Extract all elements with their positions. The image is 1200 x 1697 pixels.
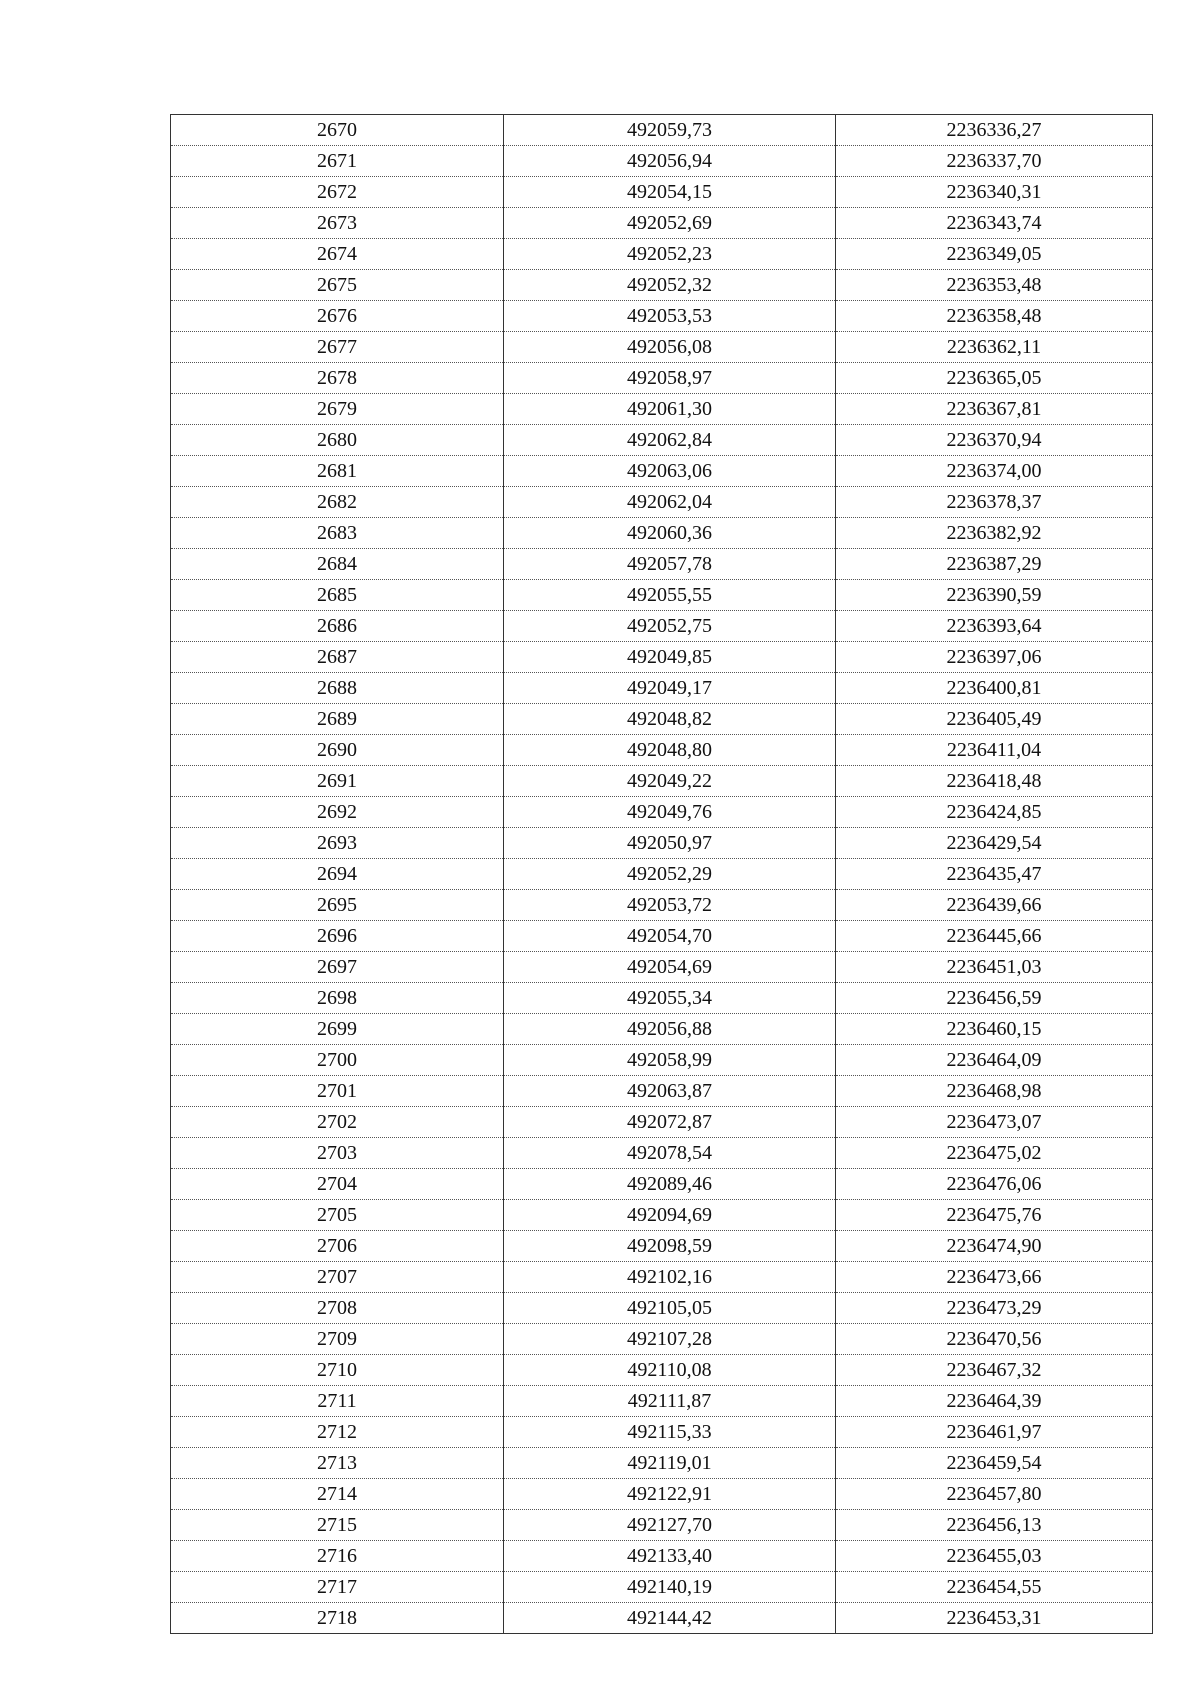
x-coordinate-cell: 492122,91 — [504, 1479, 836, 1510]
x-coordinate-cell: 492049,85 — [504, 642, 836, 673]
y-coordinate-cell: 2236370,94 — [836, 425, 1153, 456]
point-number-cell: 2709 — [171, 1324, 504, 1355]
point-number-cell: 2692 — [171, 797, 504, 828]
y-coordinate-cell: 2236454,55 — [836, 1572, 1153, 1603]
point-number-cell: 2699 — [171, 1014, 504, 1045]
y-coordinate-cell: 2236358,48 — [836, 301, 1153, 332]
x-coordinate-cell: 492060,36 — [504, 518, 836, 549]
x-coordinate-cell: 492056,88 — [504, 1014, 836, 1045]
table-row — [171, 1324, 1153, 1355]
y-coordinate-cell: 2236470,56 — [836, 1324, 1153, 1355]
table-row — [171, 1355, 1153, 1386]
x-coordinate-cell: 492133,40 — [504, 1541, 836, 1572]
y-coordinate-cell: 2236473,07 — [836, 1107, 1153, 1138]
table-row — [171, 518, 1153, 549]
x-coordinate-cell: 492094,69 — [504, 1200, 836, 1231]
point-number-cell: 2711 — [171, 1386, 504, 1417]
y-coordinate-cell: 2236474,90 — [836, 1231, 1153, 1262]
table-row — [171, 766, 1153, 797]
x-coordinate-cell: 492055,34 — [504, 983, 836, 1014]
point-number-cell: 2686 — [171, 611, 504, 642]
y-coordinate-cell: 2236453,31 — [836, 1603, 1153, 1634]
table-row — [171, 828, 1153, 859]
x-coordinate-cell: 492052,32 — [504, 270, 836, 301]
table-row — [171, 859, 1153, 890]
y-coordinate-cell: 2236367,81 — [836, 394, 1153, 425]
point-number-cell: 2715 — [171, 1510, 504, 1541]
x-coordinate-cell: 492056,94 — [504, 146, 836, 177]
point-number-cell: 2710 — [171, 1355, 504, 1386]
y-coordinate-cell: 2236340,31 — [836, 177, 1153, 208]
point-number-cell: 2696 — [171, 921, 504, 952]
y-coordinate-cell: 2236418,48 — [836, 766, 1153, 797]
table-row — [171, 1448, 1153, 1479]
x-coordinate-cell: 492052,69 — [504, 208, 836, 239]
x-coordinate-cell: 492049,17 — [504, 673, 836, 704]
table-row — [171, 1076, 1153, 1107]
y-coordinate-cell: 2236461,97 — [836, 1417, 1153, 1448]
table-row — [171, 952, 1153, 983]
table-row — [171, 487, 1153, 518]
table-row — [171, 549, 1153, 580]
table-row — [171, 1572, 1153, 1603]
point-number-cell: 2690 — [171, 735, 504, 766]
y-coordinate-cell: 2236353,48 — [836, 270, 1153, 301]
y-coordinate-cell: 2236337,70 — [836, 146, 1153, 177]
point-number-cell: 2701 — [171, 1076, 504, 1107]
point-number-cell: 2682 — [171, 487, 504, 518]
table-row — [171, 270, 1153, 301]
y-coordinate-cell: 2236439,66 — [836, 890, 1153, 921]
point-number-cell: 2693 — [171, 828, 504, 859]
point-number-cell: 2694 — [171, 859, 504, 890]
point-number-cell: 2677 — [171, 332, 504, 363]
x-coordinate-cell: 492111,87 — [504, 1386, 836, 1417]
x-coordinate-cell: 492057,78 — [504, 549, 836, 580]
x-coordinate-cell: 492052,23 — [504, 239, 836, 270]
table-row — [171, 1200, 1153, 1231]
point-number-cell: 2670 — [171, 115, 504, 146]
point-number-cell: 2687 — [171, 642, 504, 673]
y-coordinate-cell: 2236365,05 — [836, 363, 1153, 394]
table-row — [171, 642, 1153, 673]
y-coordinate-cell: 2236475,02 — [836, 1138, 1153, 1169]
table-row — [171, 890, 1153, 921]
y-coordinate-cell: 2236400,81 — [836, 673, 1153, 704]
y-coordinate-cell: 2236336,27 — [836, 115, 1153, 146]
x-coordinate-cell: 492052,75 — [504, 611, 836, 642]
table-row — [171, 1510, 1153, 1541]
point-number-cell: 2681 — [171, 456, 504, 487]
y-coordinate-cell: 2236429,54 — [836, 828, 1153, 859]
point-number-cell: 2702 — [171, 1107, 504, 1138]
table-row — [171, 394, 1153, 425]
point-number-cell: 2684 — [171, 549, 504, 580]
point-number-cell: 2713 — [171, 1448, 504, 1479]
point-number-cell: 2689 — [171, 704, 504, 735]
table-row — [171, 1014, 1153, 1045]
point-number-cell: 2697 — [171, 952, 504, 983]
table-row — [171, 456, 1153, 487]
y-coordinate-cell: 2236473,29 — [836, 1293, 1153, 1324]
y-coordinate-cell: 2236456,59 — [836, 983, 1153, 1014]
x-coordinate-cell: 492072,87 — [504, 1107, 836, 1138]
y-coordinate-cell: 2236468,98 — [836, 1076, 1153, 1107]
x-coordinate-cell: 492054,69 — [504, 952, 836, 983]
y-coordinate-cell: 2236343,74 — [836, 208, 1153, 239]
x-coordinate-cell: 492144,42 — [504, 1603, 836, 1634]
x-coordinate-cell: 492058,97 — [504, 363, 836, 394]
point-number-cell: 2718 — [171, 1603, 504, 1634]
x-coordinate-cell: 492062,04 — [504, 487, 836, 518]
point-number-cell: 2716 — [171, 1541, 504, 1572]
table-row — [171, 1479, 1153, 1510]
x-coordinate-cell: 492102,16 — [504, 1262, 836, 1293]
table-row — [171, 735, 1153, 766]
y-coordinate-cell: 2236475,76 — [836, 1200, 1153, 1231]
x-coordinate-cell: 492055,55 — [504, 580, 836, 611]
table-row — [171, 208, 1153, 239]
table-row — [171, 425, 1153, 456]
x-coordinate-cell: 492110,08 — [504, 1355, 836, 1386]
x-coordinate-cell: 492063,87 — [504, 1076, 836, 1107]
table-row — [171, 1262, 1153, 1293]
y-coordinate-cell: 2236464,09 — [836, 1045, 1153, 1076]
x-coordinate-cell: 492062,84 — [504, 425, 836, 456]
table-row — [171, 580, 1153, 611]
y-coordinate-cell: 2236390,59 — [836, 580, 1153, 611]
y-coordinate-cell: 2236457,80 — [836, 1479, 1153, 1510]
point-number-cell: 2678 — [171, 363, 504, 394]
x-coordinate-cell: 492089,46 — [504, 1169, 836, 1200]
y-coordinate-cell: 2236382,92 — [836, 518, 1153, 549]
y-coordinate-cell: 2236387,29 — [836, 549, 1153, 580]
x-coordinate-cell: 492098,59 — [504, 1231, 836, 1262]
point-number-cell: 2706 — [171, 1231, 504, 1262]
point-number-cell: 2698 — [171, 983, 504, 1014]
x-coordinate-cell: 492115,33 — [504, 1417, 836, 1448]
point-number-cell: 2705 — [171, 1200, 504, 1231]
table-row — [171, 673, 1153, 704]
point-number-cell: 2673 — [171, 208, 504, 239]
y-coordinate-cell: 2236411,04 — [836, 735, 1153, 766]
y-coordinate-cell: 2236464,39 — [836, 1386, 1153, 1417]
point-number-cell: 2680 — [171, 425, 504, 456]
y-coordinate-cell: 2236476,06 — [836, 1169, 1153, 1200]
point-number-cell: 2695 — [171, 890, 504, 921]
point-number-cell: 2679 — [171, 394, 504, 425]
y-coordinate-cell: 2236405,49 — [836, 704, 1153, 735]
y-coordinate-cell: 2236445,66 — [836, 921, 1153, 952]
table-row — [171, 1169, 1153, 1200]
y-coordinate-cell: 2236473,66 — [836, 1262, 1153, 1293]
x-coordinate-cell: 492107,28 — [504, 1324, 836, 1355]
table-row — [171, 1138, 1153, 1169]
y-coordinate-cell: 2236378,37 — [836, 487, 1153, 518]
x-coordinate-cell: 492048,80 — [504, 735, 836, 766]
x-coordinate-cell: 492054,70 — [504, 921, 836, 952]
table-row — [171, 1386, 1153, 1417]
x-coordinate-cell: 492105,05 — [504, 1293, 836, 1324]
point-number-cell: 2683 — [171, 518, 504, 549]
table-row — [171, 332, 1153, 363]
table-row — [171, 1603, 1153, 1634]
point-number-cell: 2676 — [171, 301, 504, 332]
table-row — [171, 177, 1153, 208]
point-number-cell: 2704 — [171, 1169, 504, 1200]
x-coordinate-cell: 492063,06 — [504, 456, 836, 487]
coordinates-table — [170, 114, 1153, 1634]
point-number-cell: 2691 — [171, 766, 504, 797]
point-number-cell: 2685 — [171, 580, 504, 611]
y-coordinate-cell: 2236460,15 — [836, 1014, 1153, 1045]
x-coordinate-cell: 492058,99 — [504, 1045, 836, 1076]
point-number-cell: 2675 — [171, 270, 504, 301]
x-coordinate-cell: 492061,30 — [504, 394, 836, 425]
point-number-cell: 2700 — [171, 1045, 504, 1076]
x-coordinate-cell: 492053,53 — [504, 301, 836, 332]
y-coordinate-cell: 2236456,13 — [836, 1510, 1153, 1541]
point-number-cell: 2708 — [171, 1293, 504, 1324]
table-row — [171, 983, 1153, 1014]
table-row — [171, 363, 1153, 394]
table-row — [171, 1045, 1153, 1076]
table-row — [171, 797, 1153, 828]
x-coordinate-cell: 492119,01 — [504, 1448, 836, 1479]
x-coordinate-cell: 492048,82 — [504, 704, 836, 735]
table-row — [171, 1541, 1153, 1572]
x-coordinate-cell: 492054,15 — [504, 177, 836, 208]
x-coordinate-cell: 492050,97 — [504, 828, 836, 859]
table-row — [171, 611, 1153, 642]
x-coordinate-cell: 492053,72 — [504, 890, 836, 921]
x-coordinate-cell: 492049,76 — [504, 797, 836, 828]
table-row — [171, 239, 1153, 270]
x-coordinate-cell: 492052,29 — [504, 859, 836, 890]
y-coordinate-cell: 2236374,00 — [836, 456, 1153, 487]
table-row — [171, 1293, 1153, 1324]
point-number-cell: 2707 — [171, 1262, 504, 1293]
y-coordinate-cell: 2236397,06 — [836, 642, 1153, 673]
table-row — [171, 921, 1153, 952]
y-coordinate-cell: 2236455,03 — [836, 1541, 1153, 1572]
y-coordinate-cell: 2236451,03 — [836, 952, 1153, 983]
y-coordinate-cell: 2236424,85 — [836, 797, 1153, 828]
table-row — [171, 1417, 1153, 1448]
point-number-cell: 2672 — [171, 177, 504, 208]
table-row — [171, 115, 1153, 146]
point-number-cell: 2688 — [171, 673, 504, 704]
y-coordinate-cell: 2236459,54 — [836, 1448, 1153, 1479]
y-coordinate-cell: 2236349,05 — [836, 239, 1153, 270]
point-number-cell: 2703 — [171, 1138, 504, 1169]
x-coordinate-cell: 492049,22 — [504, 766, 836, 797]
point-number-cell: 2671 — [171, 146, 504, 177]
point-number-cell: 2712 — [171, 1417, 504, 1448]
table-row — [171, 301, 1153, 332]
point-number-cell: 2714 — [171, 1479, 504, 1510]
x-coordinate-cell: 492059,73 — [504, 115, 836, 146]
x-coordinate-cell: 492140,19 — [504, 1572, 836, 1603]
y-coordinate-cell: 2236362,11 — [836, 332, 1153, 363]
x-coordinate-cell: 492127,70 — [504, 1510, 836, 1541]
table-row — [171, 704, 1153, 735]
point-number-cell: 2674 — [171, 239, 504, 270]
table-row — [171, 1107, 1153, 1138]
table-row — [171, 146, 1153, 177]
x-coordinate-cell: 492056,08 — [504, 332, 836, 363]
y-coordinate-cell: 2236467,32 — [836, 1355, 1153, 1386]
y-coordinate-cell: 2236435,47 — [836, 859, 1153, 890]
coordinates-table-body — [171, 115, 1153, 1634]
x-coordinate-cell: 492078,54 — [504, 1138, 836, 1169]
table-row — [171, 1231, 1153, 1262]
y-coordinate-cell: 2236393,64 — [836, 611, 1153, 642]
point-number-cell: 2717 — [171, 1572, 504, 1603]
